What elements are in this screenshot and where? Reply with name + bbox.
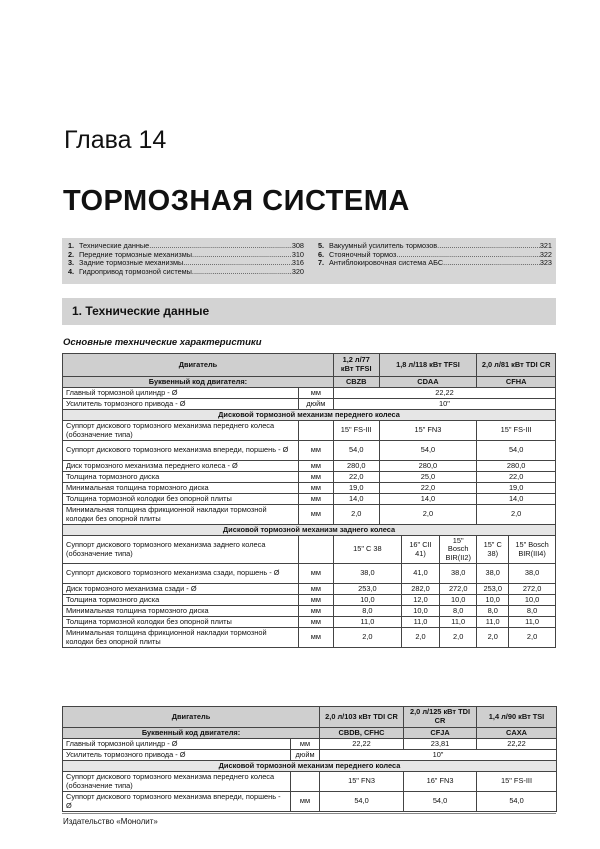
toc-item[interactable]: 4. Гидропривод тормозной системы ..... 320: [68, 268, 304, 277]
rear-brake-section: Дисковой тормозной механизм заднего колеса: [63, 525, 556, 536]
toc-item[interactable]: 7. Антиблокировочная система АБС ..... 323: [318, 259, 552, 268]
code-label: Буквенный код двигателя:: [63, 377, 334, 388]
engine-code: CBDB, CFHC: [320, 728, 404, 739]
table-row: Суппорт дискового тормозного механизма переднего колеса (обозначение типа) 15" FN3 16" FN3 15" FS-III: [63, 772, 557, 792]
table-row: Главный тормозной цилиндр - Ø мм 22,22 23,81 22,22: [63, 739, 557, 750]
front-brake-section: Дисковой тормозной механизм переднего колеса: [63, 410, 556, 421]
engine-col: 1,8 л/118 кВт TFSI: [379, 354, 477, 377]
table-row: Усилитель тормозного привода - Ø дюйм 10": [63, 750, 557, 761]
table-row: Суппорт дискового тормозного механизма заднего колеса (обозначение типа) 15" C 38 16" CII 41) 15" Bosch BIR(II2) 15" C 38) 15" Bosch BIR(III4): [63, 536, 556, 564]
table-row: Суппорт дискового тормозного механизма переднего колеса (обозначение типа) 15" FS-III 15" FN3 15" FS-III: [63, 421, 556, 441]
engine-code: CBZB: [333, 377, 379, 388]
engine-code: CAXA: [477, 728, 557, 739]
table-row: Толщина тормозного диска мм 10,0 12,0 10,0 10,0 10,0: [63, 595, 556, 606]
table-row: Диск тормозного механизма сзади - Ø мм 253,0 282,0 272,0 253,0 272,0: [63, 584, 556, 595]
table-row: Суппорт дискового тормозного механизма впереди, поршень - Ø мм 54,0 54,0 54,0: [63, 792, 557, 812]
table-row: Толщина тормозной колодки без опорной плиты мм 14,0 14,0 14,0: [63, 494, 556, 505]
spec-table-2: [62, 706, 557, 812]
spec-table-1: [62, 353, 556, 648]
chapter-title: ТОРМОЗНАЯ СИСТЕМА: [63, 185, 410, 217]
engine-col: 1,2 л/77 кВт TFSI: [333, 354, 379, 377]
engine-header: Двигатель: [63, 354, 334, 377]
toc-item[interactable]: 6. Стояночный тормоз ..... 322: [318, 251, 552, 260]
table-row: Минимальная толщина тормозного диска мм 8,0 10,0 8,0 8,0 8,0: [63, 606, 556, 617]
subheading: Основные технические характеристики: [63, 337, 262, 348]
toc-column-right: [318, 242, 552, 268]
table-row: Диск тормозного механизма переднего колеса - Ø мм 280,0 280,0 280,0: [63, 461, 556, 472]
engine-code: CFHA: [477, 377, 556, 388]
section-header-bar: [62, 298, 556, 325]
engine-header: Двигатель: [63, 707, 320, 728]
section-title: 1. Технические данные: [72, 304, 210, 318]
footer-divider: [62, 813, 556, 814]
table-row: Толщина тормозной колодки без опорной плиты мм 11,0 11,0 11,0 11,0 11,0: [63, 617, 556, 628]
table-row: Минимальная толщина фрикционной накладки тормозной колодки без опорной плиты мм 2,0 2,0 2,0: [63, 505, 556, 525]
engine-col: 1,4 л/90 кВт TSI: [477, 707, 557, 728]
engine-code: CFJA: [404, 728, 477, 739]
publisher-footer: Издательство «Монолит»: [63, 817, 158, 826]
chapter-number: Глава 14: [64, 126, 167, 154]
code-label: Буквенный код двигателя:: [63, 728, 320, 739]
table-of-contents: [62, 238, 556, 284]
table-row: Суппорт дискового тормозного механизма впереди, поршень - Ø мм 54,0 54,0 54,0: [63, 441, 556, 461]
engine-col: 2,0 л/103 кВт TDI CR: [320, 707, 404, 728]
engine-code: CDAA: [379, 377, 477, 388]
toc-item[interactable]: 5. Вакуумный усилитель тормозов ..... 321: [318, 242, 552, 251]
front-brake-section: Дисковой тормозной механизм переднего колеса: [63, 761, 557, 772]
toc-item[interactable]: 2. Передние тормозные механизмы ..... 310: [68, 251, 304, 260]
table-row: Минимальная толщина тормозного диска мм 19,0 22,0 19,0: [63, 483, 556, 494]
toc-item[interactable]: 3. Задние тормозные механизмы ..... 316: [68, 259, 304, 268]
toc-column-left: [68, 242, 304, 276]
table-row: Толщина тормозного диска мм 22,0 25,0 22,0: [63, 472, 556, 483]
table-row: Суппорт дискового тормозного механизма сзади, поршень - Ø мм 38,0 41,0 38,0 38,0 38,0: [63, 564, 556, 584]
table-row: Главный тормозной цилиндр - Ø мм 22,22: [63, 388, 556, 399]
table-row: Минимальная толщина фрикционной накладки тормозной колодки без опорной плиты мм 2,0 2,0 2,0 2,0 2,0: [63, 628, 556, 648]
engine-col: 2,0 л/81 кВт TDI CR: [477, 354, 556, 377]
engine-col: 2,0 л/125 кВт TDI CR: [404, 707, 477, 728]
toc-item[interactable]: 1. Технические данные ..... 308: [68, 242, 304, 251]
table-row: Усилитель тормозного привода - Ø дюйм 10": [63, 399, 556, 410]
